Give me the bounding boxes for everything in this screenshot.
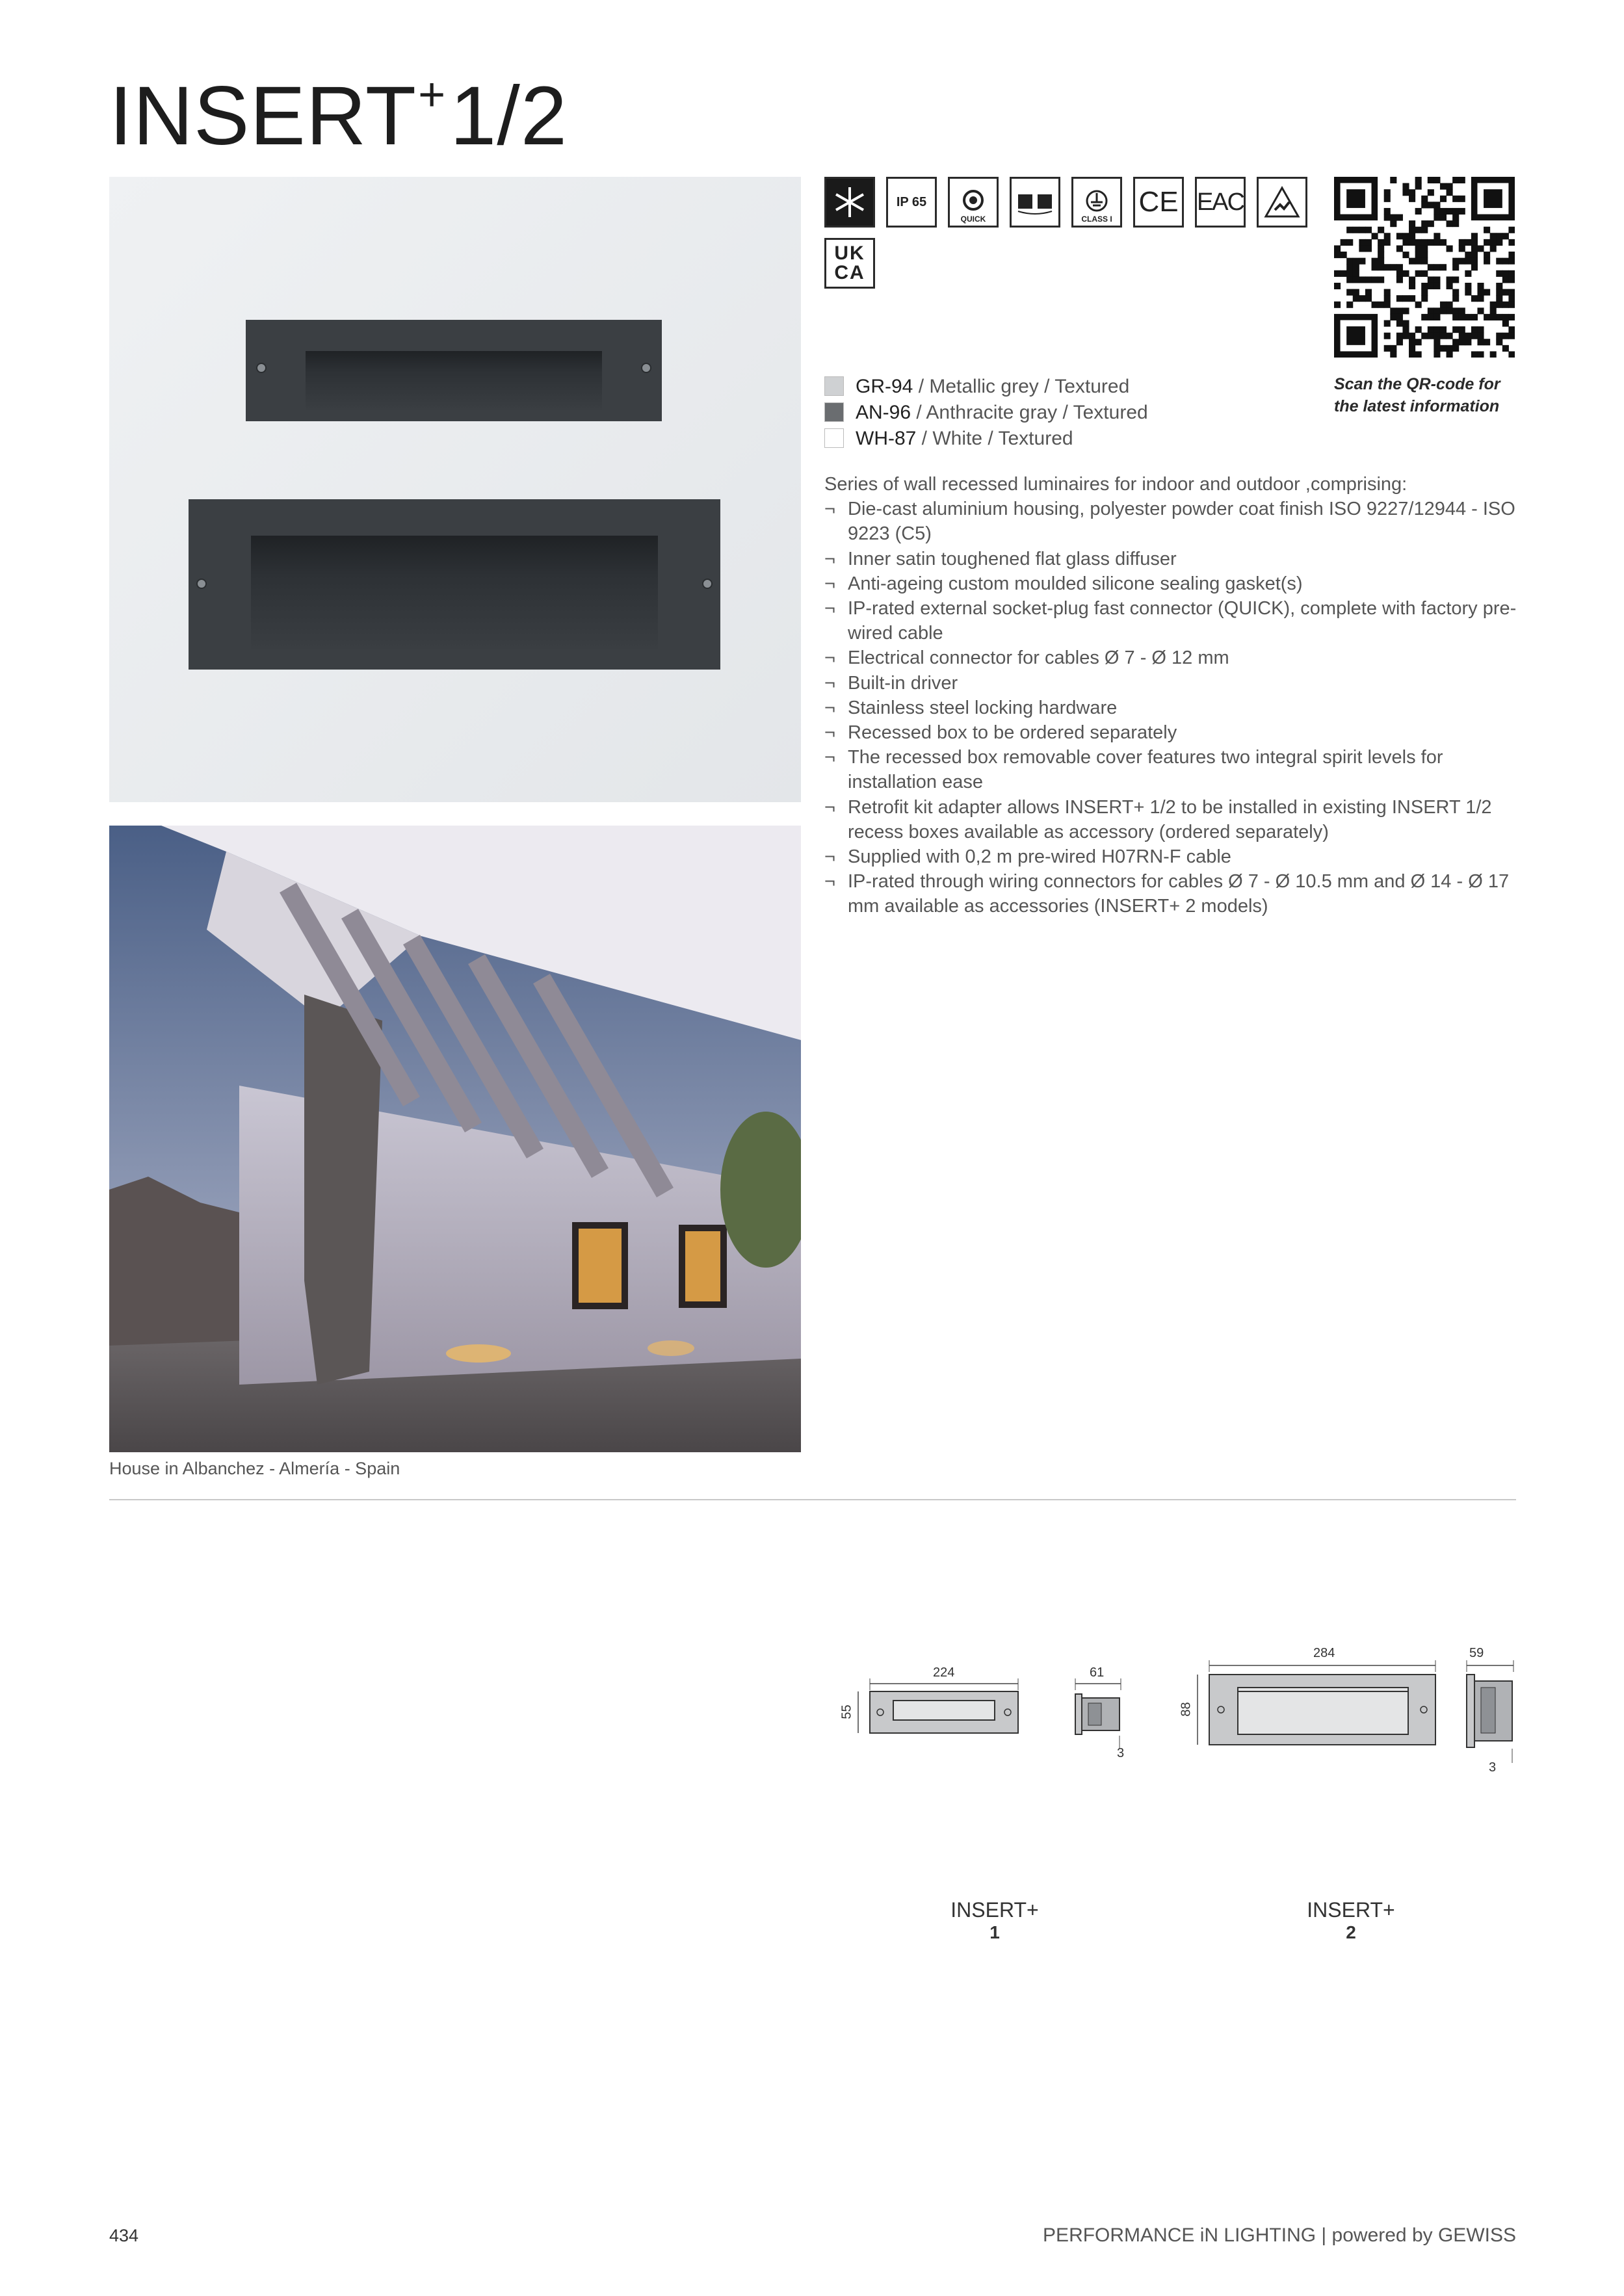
model-label-2: INSERT+ 2 (1307, 1898, 1395, 1942)
product-photo (109, 177, 801, 802)
description-intro: Series of wall recessed luminaires for indoor and outdoor ,comprising: (824, 474, 1408, 495)
fixture-small (246, 320, 662, 421)
photo-caption: House in Albanchez - Almería - Spain (109, 1459, 400, 1478)
feature-item: ¬ IP-rated external socket-plug fast connector (QUICK), complete with factory pre-wired cable (824, 596, 1520, 646)
swatch-an96 (824, 402, 844, 422)
feature-item: ¬ Electrical connector for cables Ø 7 - Ø 12 mm (824, 646, 1520, 670)
title-plus: + (418, 69, 447, 121)
footer-brand: PERFORMANCE iN LIGHTING | powered by GEWISS (1043, 2224, 1516, 2246)
qr-code[interactable] (1334, 177, 1515, 358)
dim-height-1: 55 (839, 1704, 854, 1719)
rcm-mark-icon (1257, 177, 1307, 228)
feature-item: ¬ IP-rated through wiring connectors for cables Ø 7 - Ø 10.5 mm and Ø 14 - Ø 17 mm available as accessories (INSERT+ 2 models) (824, 869, 1520, 919)
swatch-wh87 (824, 428, 844, 448)
drawing-model-1 (839, 1664, 1151, 1768)
feature-item: ¬ Inner satin toughened flat glass diffuser (824, 547, 1520, 571)
product-description (824, 472, 1520, 919)
fixture-large (189, 499, 720, 670)
feature-item: ¬ Built-in driver (824, 671, 1520, 696)
quick-connector-icon: QUICK (948, 177, 999, 228)
ip-rating-icon: IP 65 (886, 177, 937, 228)
feature-item: ¬ The recessed box removable cover features two integral spirit levels for installation ease (824, 745, 1520, 794)
dim-depth-2: 59 (1469, 1646, 1484, 1660)
finish-an96: AN-96 / Anthracite gray / Textured (824, 402, 1148, 424)
drawing-model-2 (1179, 1645, 1521, 1775)
feature-item: ¬ Supplied with 0,2 m pre-wired H07RN-F cable (824, 844, 1520, 869)
section-divider (109, 1499, 1516, 1500)
title-main: INSERT (109, 70, 417, 163)
eac-mark-icon: EAC (1195, 177, 1246, 228)
connector-icon (1010, 177, 1060, 228)
feature-item: ¬ Die-cast aluminium housing, polyester powder coat finish ISO 9227/12944 - ISO 9223 (C5) (824, 497, 1520, 546)
dim-rim-1: 3 (1117, 1746, 1125, 1760)
finish-gr94: GR-94 / Metallic grey / Textured (824, 376, 1129, 398)
qr-caption: Scan the QR-code for the latest information (1334, 375, 1500, 415)
dim-width-2: 284 (1313, 1646, 1335, 1660)
ce-mark-icon: CE (1133, 177, 1184, 228)
feature-item: ¬ Stainless steel locking hardware (824, 696, 1520, 720)
model-label-1: INSERT+ 1 (950, 1898, 1039, 1942)
page-title (109, 69, 568, 163)
feature-item: ¬ Recessed box to be ordered separately (824, 720, 1520, 745)
ukca-mark-icon: UK CA (824, 238, 875, 289)
page-number: 434 (109, 2226, 139, 2245)
dim-rim-2: 3 (1489, 1760, 1497, 1775)
title-suffix: 1/2 (450, 70, 568, 163)
house-photo (109, 826, 801, 1452)
swatch-gr94 (824, 376, 844, 396)
feature-item: ¬ Retrofit kit adapter allows INSERT+ 1/2 to be installed in existing INSERT 1/2 recess boxes available as accessory (ordered separately) (824, 795, 1520, 844)
feature-list (824, 497, 1520, 919)
feature-item: ¬ Anti-ageing custom moulded silicone sealing gasket(s) (824, 571, 1520, 596)
dim-depth-1: 61 (1090, 1665, 1105, 1680)
finish-wh87: WH-87 / White / Textured (824, 428, 1073, 450)
dim-height-2: 88 (1179, 1702, 1194, 1717)
dim-width-1: 224 (933, 1665, 955, 1680)
class-i-icon: CLASS I (1071, 177, 1122, 228)
outdoor-light-icon (824, 177, 875, 228)
